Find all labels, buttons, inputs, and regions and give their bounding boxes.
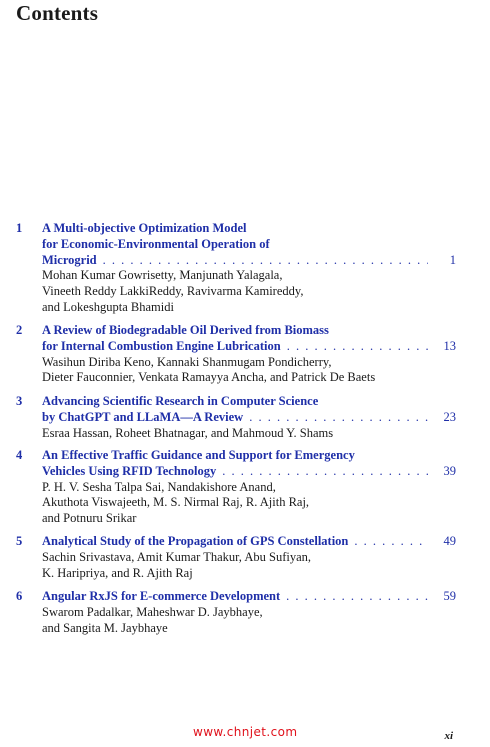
chapter-title-text[interactable]: by ChatGPT and LLaMA—A Review — [42, 409, 244, 424]
dot-leader — [287, 339, 428, 355]
toc-entry[interactable] — [16, 394, 456, 441]
watermark-link[interactable]: www.chnjet.com — [193, 725, 298, 739]
page-number-link[interactable]: 59 — [443, 589, 456, 603]
author-line: K. Haripriya, and R. Ajith Raj — [42, 565, 193, 580]
chapter-title-line[interactable]: An Effective Traffic Guidance and Support for Emergency — [42, 448, 355, 462]
chapter-title-text[interactable]: Angular RxJS for E-commerce Development — [42, 589, 281, 603]
page-number-link[interactable]: 23 — [443, 409, 456, 424]
chapter-title-line[interactable]: for Economic-Environmental Operation of — [42, 236, 270, 251]
author-line: Esraa Hassan, Roheet Bhatnagar, and Mahmoud Y. Shams — [42, 425, 334, 440]
dot-leader — [286, 589, 428, 605]
chapter-title-line[interactable]: A Multi-objective Optimization Model — [42, 221, 247, 235]
toc-entry[interactable] — [16, 534, 456, 581]
chapter-title-text[interactable]: Microgrid — [42, 252, 97, 267]
author-line: Wasihun Diriba Keno, Kannaki Shanmugam Pondicherry, — [42, 354, 332, 369]
chapter-number: 5 — [16, 534, 23, 548]
chapter-title-line[interactable] — [42, 464, 456, 480]
toc-entry[interactable] — [16, 589, 456, 636]
author-line: and Lokeshgupta Bhamidi — [42, 299, 174, 314]
dot-leader — [103, 253, 428, 269]
dot-leader — [249, 410, 428, 426]
toc-entry[interactable] — [16, 323, 456, 386]
chapter-number: 6 — [16, 589, 23, 603]
author-line: and Sangita M. Jaybhaye — [42, 620, 168, 635]
toc-entry[interactable] — [16, 448, 456, 527]
author-line: Sachin Srivastava, Amit Kumar Thakur, Abu Sufiyan, — [42, 549, 312, 564]
author-line: and Potnuru Srikar — [42, 511, 137, 526]
author-line: Dieter Fauconnier, Venkata Ramayya Ancha, and Patrick De Baets — [42, 370, 376, 385]
chapter-number: 1 — [16, 221, 23, 235]
chapter-title-line[interactable] — [42, 589, 456, 605]
chapter-title-text[interactable]: Analytical Study of the Propagation of GPS Constellation — [42, 534, 349, 548]
author-line: Mohan Kumar Gowrisetty, Manjunath Yalagala, — [42, 268, 283, 283]
chapter-title-line[interactable] — [42, 253, 456, 269]
chapter-title-line[interactable] — [42, 339, 456, 355]
chapter-title-line[interactable] — [42, 410, 456, 426]
chapter-title-text[interactable]: for Internal Combustion Engine Lubrication — [42, 338, 281, 353]
page-number-link[interactable]: 13 — [443, 338, 456, 353]
author-line: P. H. V. Sesha Talpa Sai, Nandakishore Anand, — [42, 479, 276, 494]
author-line: Akuthota Viswajeeth, M. S. Nirmal Raj, R. Ajith Raj, — [42, 495, 310, 510]
toc-entry[interactable] — [16, 221, 456, 316]
chapter-number: 2 — [16, 323, 23, 337]
page-number-link[interactable]: 1 — [449, 252, 456, 267]
chapter-title-line[interactable]: Advancing Scientific Research in Computer Science — [42, 394, 319, 408]
author-line: Swarom Padalkar, Maheshwar D. Jaybhaye, — [42, 604, 263, 619]
chapter-title-line[interactable]: A Review of Biodegradable Oil Derived from Biomass — [42, 323, 329, 337]
dot-leader — [222, 464, 428, 480]
chapter-title-line[interactable] — [42, 534, 456, 550]
dot-leader — [354, 534, 428, 550]
contents-heading: Contents — [16, 1, 99, 25]
chapter-number: 3 — [16, 394, 23, 408]
chapter-title-text[interactable]: Vehicles Using RFID Technology — [42, 463, 217, 478]
chapter-number: 4 — [16, 448, 23, 462]
page-number-link[interactable]: 39 — [443, 463, 456, 478]
page-number: xi — [444, 730, 453, 742]
author-line: Vineeth Reddy LakkiReddy, Ravivarma Kamireddy, — [42, 284, 304, 299]
page-number-link[interactable]: 49 — [443, 534, 456, 548]
